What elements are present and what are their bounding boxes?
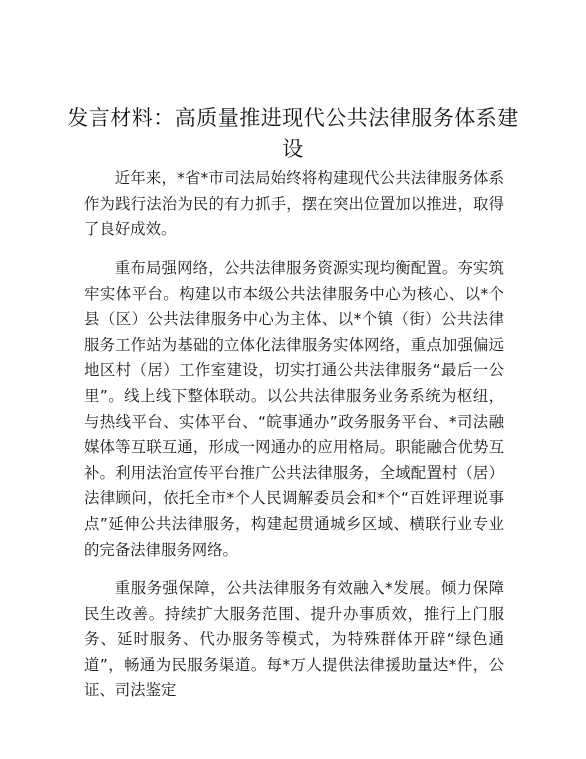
paragraph-network: 重布局强网络，公共法律服务资源实现均衡配置。夯实筑牢实体平台。构建以市本级公共法律服务中心为核心、以*个县（区）公共法律服务中心为主体、以*个镇（街）公共法律服务工作站为基础的立体化法律服务实体网络，重点加强偏远地区村（居）工作室建设，切实打通公共法律服务“最后一公里”。线上线下整体联动。以公共法律服务业务系统为枢纽，与热线平台、实体平台、“皖事通办”政务服务平台、*司法融媒体等互联互通，形成一网通办的应用格局。职能融合优势互补。利用法治宣传平台推广公共法律服务，全域配置村（居）法律顾问，依托全市*个人民调解委员会和*个“百姓评理说事点”延伸公共法律服务，构建起贯通城乡区域、横联行业专业的完备法律服务网络。 [84, 259, 504, 559]
document-title: 发言材料：高质量推进现代公共法律服务体系建设 [67, 106, 519, 161]
paragraph-intro: 近年来，*省*市司法局始终将构建现代公共法律服务体系作为践行法治为民的有力抓手，摆在突出位置加以推进，取得了良好成效。 [84, 169, 504, 239]
paragraph-service: 重服务强保障，公共法律服务有效融入*发展。倾力保障民生改善。持续扩大服务范围、提升办事质效，推行上门服务、延时服务、代办服务等模式，为特殊群体开辟“绿色通道”，畅通为民服务渠道。每*万人提供法律援助量达*件，公证、司法鉴定 [84, 579, 504, 700]
